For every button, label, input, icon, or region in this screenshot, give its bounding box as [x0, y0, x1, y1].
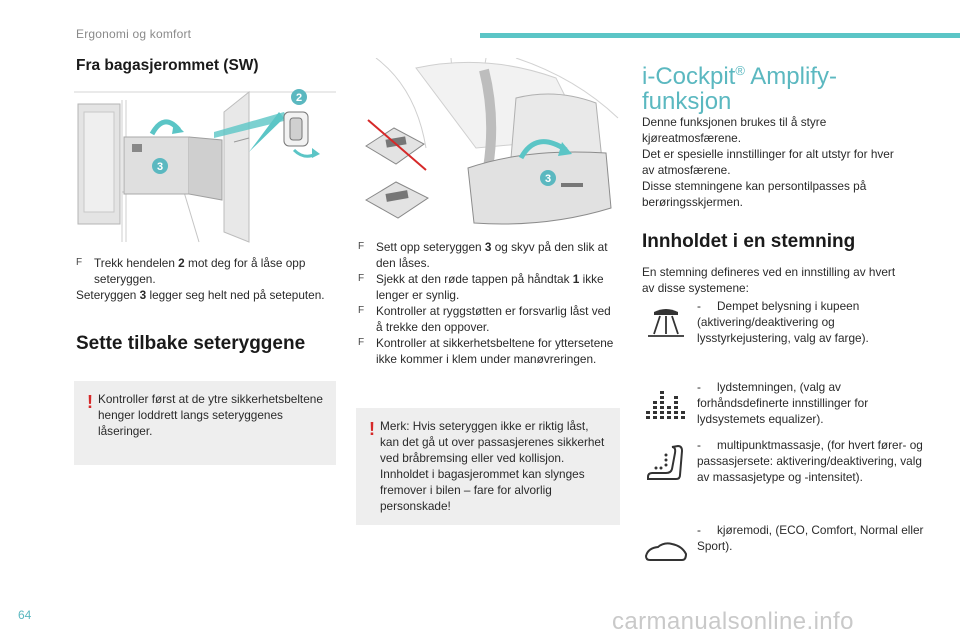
bullet-mark: F: [76, 257, 83, 268]
trunk-illustration: [74, 82, 336, 248]
seat-massage-icon: [642, 443, 690, 483]
warning-box-middle: [356, 408, 620, 525]
warning-box-left: [74, 381, 336, 465]
callout-3-middle: 3: [544, 173, 552, 185]
callout-2: 2: [295, 92, 303, 104]
watermark: carmanualsonline.info: [612, 608, 854, 635]
rear-seat-illustration: [356, 58, 622, 234]
section-title-mood-content: Innholdet i en stemning: [642, 231, 856, 252]
instruction-block-middle: [358, 239, 620, 367]
section-title-reset: Sette tilbake seteryggene: [76, 333, 306, 354]
callout-3-left: 3: [156, 161, 164, 173]
intro-text: Denne funksjonen brukes til å styre kjøreatmosfærene. Det er spesielle innstillinger for alt utstyr for hver av atmosfærene. Disse stemningene kan persontilpasses på berøringsskjermen.: [642, 115, 894, 209]
warning-text-middle: Merk: Hvis seteryggen ikke er riktig låst, kan det gå ut over passasjerenes sikkerhet ved bråbremsing eller ved kollisjon. Innholdet i bagasjerommet kan slynges fremover i bilen – fare for alvorlig personskade!: [380, 419, 605, 513]
step-unlock: F Trekk hendelen 2 mot deg for å låse opp seteryggen.: [76, 256, 306, 286]
ceiling-light-icon: [642, 304, 690, 344]
step-check-red-tab: F Sjekk at den røde tappen på håndtak 1 ikke lenger er synlig.: [358, 272, 604, 302]
warning-icon: !: [87, 392, 93, 412]
step-check-locked: F Kontroller at ryggstøtten er forsvarlig låst ved å trekke den oppover.: [358, 304, 611, 334]
mood-lead-text: En stemning defineres ved en innstilling av hvert av disse systemene:: [642, 265, 896, 295]
instruction-block-left: [76, 255, 338, 303]
running-head: Ergonomi og komfort: [76, 27, 192, 41]
section-title-icockpit: i-Cockpit® Amplify- funksjon: [642, 63, 837, 115]
step-check-belts: F Kontroller at sikkerhetsbeltene for yttersetene ikke kommer i klem under manøvreringen.: [358, 336, 614, 366]
car-profile-icon: [642, 532, 690, 572]
step-raise-backrest: F Sett opp seteryggen 3 og skyv på den slik at den låses.: [358, 240, 608, 270]
section-title-trunk: Fra bagasjerommet (SW): [76, 57, 259, 74]
header-accent-bar: [480, 33, 960, 38]
page-number: 64: [18, 608, 32, 622]
note-backrest: Seteryggen 3 legger seg helt ned på seteputen.: [76, 288, 325, 302]
warning-icon: !: [369, 419, 375, 439]
equalizer-icon: [642, 385, 690, 425]
warning-text-left: Kontroller først at de ytre sikkerhetsbeltene henger loddrett langs seteryggenes låseringer.: [98, 392, 323, 438]
